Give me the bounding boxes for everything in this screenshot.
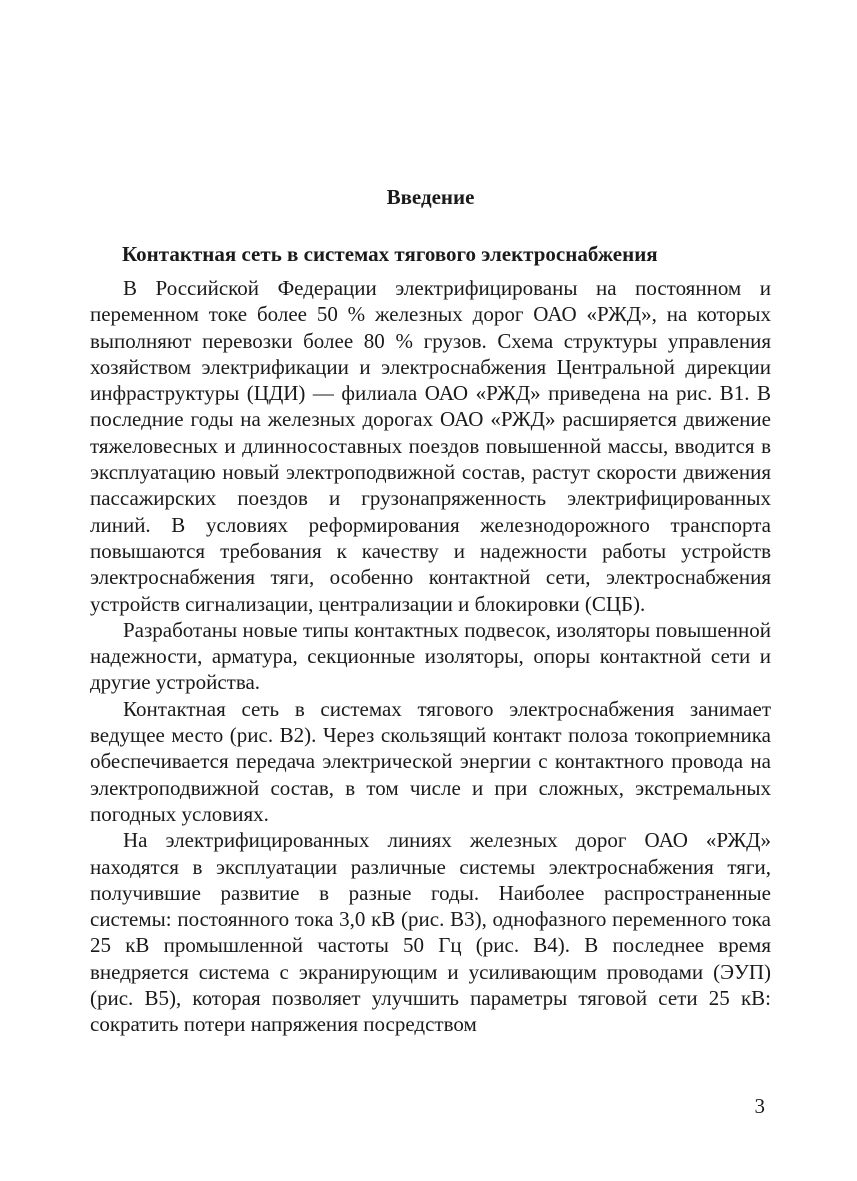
page-number: 3 bbox=[754, 1094, 765, 1118]
body-text bbox=[90, 275, 771, 1038]
section-title: Контактная сеть в системах тягового электроснабжения bbox=[122, 242, 658, 266]
chapter-title: Введение bbox=[386, 185, 475, 209]
paragraph: На электрифицированных линиях железных дорог ОАО «РЖД» находятся в эксплуатации различные системы электроснабжения тяги, получившие развитие в разные годы. Наиболее распространенные системы: постоянного тока 3,0 кВ (рис. В3), однофазного переменного тока 25 кВ промышленной частоты 50 Гц (рис. В4). В последнее время внедряется система с экранирующим и усиливающим проводами (ЭУП) (рис. В5), которая позволяет улучшить параметры тяговой сети 25 кВ: сократить потери напряжения посредством bbox=[90, 828, 771, 1037]
paragraph: Контактная сеть в системах тягового электроснабжения занимает ведущее место (рис. В2). Через скользящий контакт полоза токоприемника обеспечивается передача электрической энергии с контактного провода на электроподвижной состав, в том числе и при сложных, экстремальных погодных условиях. bbox=[90, 696, 771, 826]
document-page bbox=[90, 0, 771, 1181]
paragraph: Разработаны новые типы контактных подвесок, изоляторы повышенной надежности, арматура, секционные изоляторы, опоры контактной сети и другие устройства. bbox=[90, 617, 771, 695]
paragraph: В Российской Федерации электрифицированы на постоянном и переменном токе более 50 % железных дорог ОАО «РЖД», на которых выполняют перевозки более 80 % грузов. Схема структуры управления хозяйством электрификации и электроснабжения Центральной дирекции инфраструктуры (ЦДИ) — филиала ОАО «РЖД» приведена на рис. В1. В последние годы на железных дорогах ОАО «РЖД» расширяется движение тяжеловесных и длинносоставных поездов повышенной массы, вводится в эксплуатацию новый электроподвижной состав, растут скорости движения пассажирских поездов и грузонапряженность электрифицированных линий. В условиях реформирования железнодорожного транспорта повышаются требования к качеству и надежности работы устройств электроснабжения тяги, особенно контактной сети, электроснабжения устройств сигнализации, централизации и блокировки (СЦБ). bbox=[90, 276, 771, 616]
